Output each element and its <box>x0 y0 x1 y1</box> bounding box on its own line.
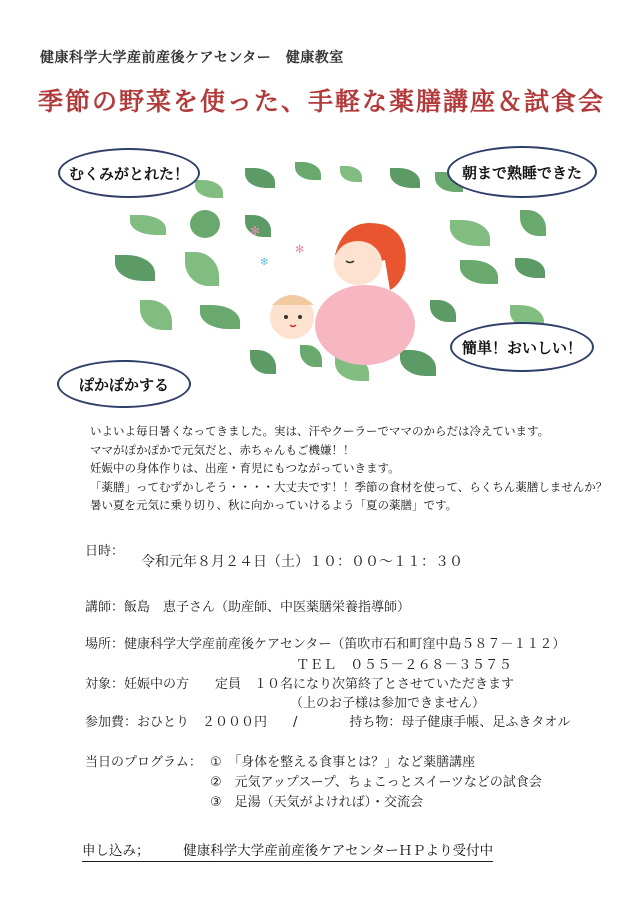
bubble-mid-right-text: 簡単！おいしい！ <box>461 338 582 357</box>
place: 場所：健康科学大学産前産後ケアセンター（笛吹市石和町窪中島５８７－１１２） <box>85 637 566 652</box>
leaf-icon <box>520 210 546 236</box>
intro-line: 「薬膳」ってむずかしそう・・・・大丈夫です！！季節の食材を使って、らくちん薬膳しませんか？ <box>90 479 608 494</box>
mother-baby-illustration <box>250 195 430 365</box>
bubble-bottom-left-text: ぽかぽかする <box>78 375 169 394</box>
leaf-icon <box>430 300 456 322</box>
leaf-icon <box>460 260 498 284</box>
bubble-top-right-text: 朝まで熟睡できた <box>461 163 582 182</box>
leaf-icon <box>340 166 362 182</box>
leaf-icon <box>190 210 220 238</box>
program-item: ① 「身体を整える食事とは？」など薬膳講座 <box>210 755 476 770</box>
bubble-mid-right <box>450 322 594 372</box>
bubble-bottom-left <box>57 360 191 408</box>
application-info: 申し込み； 健康科学大学産前産後ケアセンターＨＰより受付中 <box>82 839 493 862</box>
leaf-icon <box>450 220 490 246</box>
lecturer: 講師：飯島 恵子さん（助産師、中医薬膳栄養指導師） <box>85 600 411 615</box>
page-title: 季節の野菜を使った、手軽な薬膳講座＆試食会 <box>38 87 606 116</box>
leaf-icon <box>140 300 172 330</box>
fee: 参加費：おひとり ２０００円 / 持ち物：母子健康手帳、足ふきタオル <box>85 715 571 730</box>
leaf-icon <box>295 162 321 180</box>
leaf-icon <box>185 252 219 286</box>
target-note: （上のお子様は参加できません） <box>290 696 486 711</box>
bubble-top-right <box>447 146 597 198</box>
leaf-icon <box>245 168 275 188</box>
organization-header: 健康科学大学産前産後ケアセンター 健康教室 <box>40 50 344 66</box>
program-item: ② 元気アップスープ、ちょこっとスイーツなどの試食会 <box>210 775 542 790</box>
bubble-top-left <box>58 148 200 198</box>
leaf-icon <box>130 215 166 235</box>
date-value: 令和元年８月２４日（土）１０：００～１１：３０ <box>141 554 463 570</box>
leaf-icon <box>115 255 155 281</box>
intro-line: 妊娠中の身体作りは、出産・育児にもつながっていきます。 <box>90 461 400 475</box>
svg-text:✻: ✻ <box>250 224 261 238</box>
svg-text:✻: ✻ <box>295 243 305 256</box>
intro-line: ママがぽかぽかで元気だと、赤ちゃんもご機嫌！！ <box>90 442 355 457</box>
program-item: ③ 足湯（天気がよければ）・交流会 <box>210 795 424 810</box>
program-label: 当日のプログラム： <box>85 755 202 770</box>
leaf-icon <box>515 258 545 278</box>
tel: ＴＥＬ ０５５－２６８－３５７５ <box>296 657 512 673</box>
leaf-icon <box>200 305 240 329</box>
date-label: 日時： <box>85 544 125 559</box>
intro-line: 暑い夏を元気に乗り切り、秋に向かっていけるよう「夏の薬膳」です。 <box>90 498 458 512</box>
svg-text:✻: ✻ <box>260 257 269 268</box>
bubble-top-left-text: むくみがとれた！ <box>68 164 189 183</box>
intro-line: いよいよ毎日暑くなってきました。実は、汗やクーラーでママのからだは冷えています。 <box>90 424 550 438</box>
intro-text <box>90 422 607 515</box>
leaf-icon <box>195 180 223 198</box>
target: 対象：妊娠中の方 定員 １０名になり次第終了とさせていただきます <box>85 677 515 692</box>
leaf-icon <box>390 168 420 188</box>
